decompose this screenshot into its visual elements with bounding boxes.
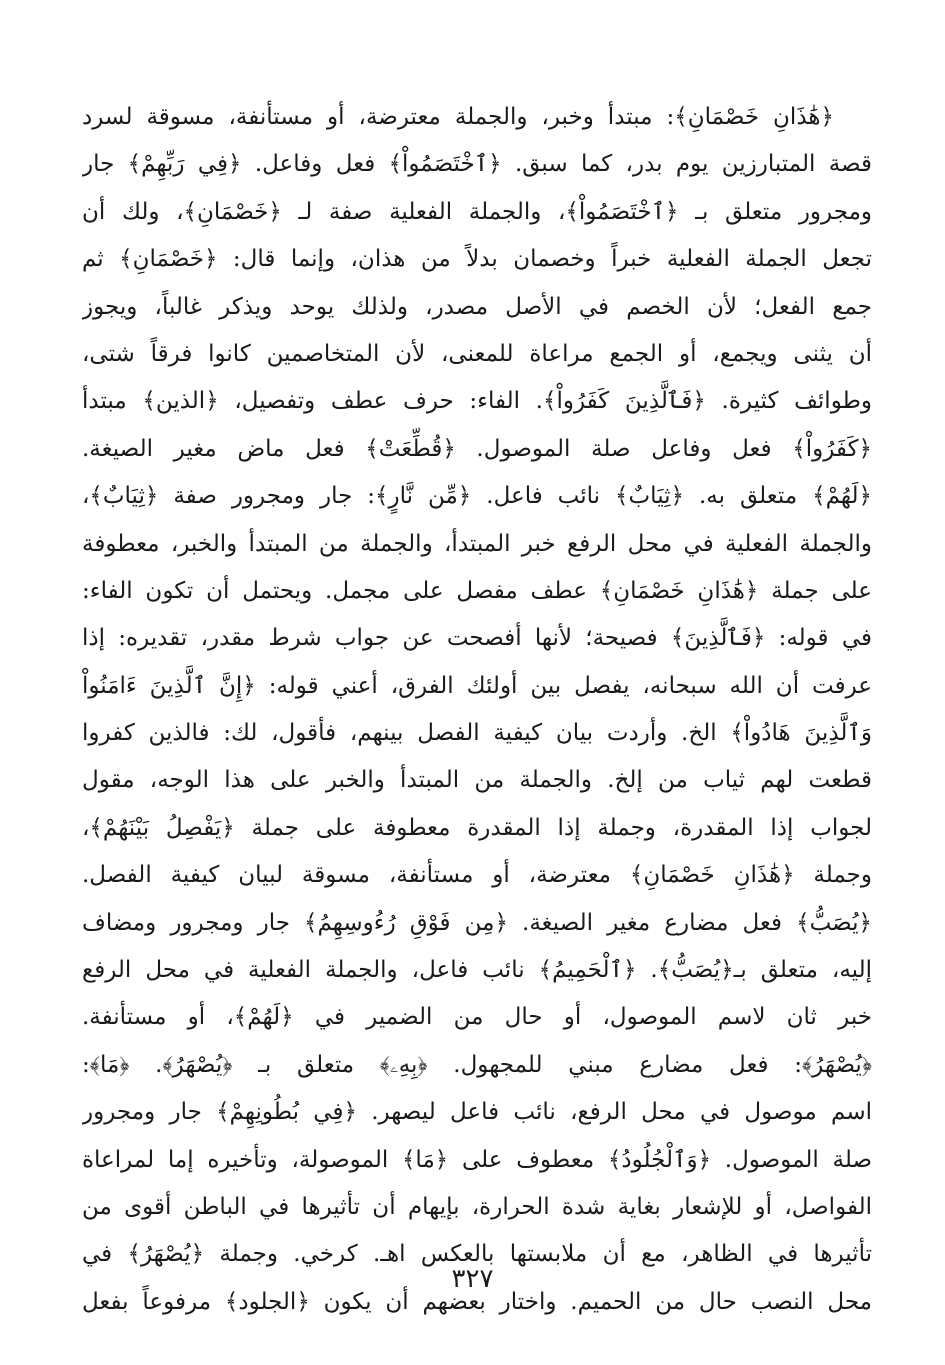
text-line: في قوله: ﴿فَٱلَّذِينَ﴾ فصيحة؛ لأنها أفصحت عن جواب شرط مقدر، تقديره: إذا <box>82 625 872 652</box>
text-line: خبر ثان لاسم الموصول، أو حال من الضمير في ﴿لَهُمْ﴾، أو مستأنفة. <box>82 1004 872 1031</box>
text-line: وطوائف كثيرة. ﴿فَٱلَّذِينَ كَفَرُواْ﴾. الفاء: حرف عطف وتفصيل، ﴿الذين﴾ مبتدأ <box>82 388 872 415</box>
text-line: إليه، متعلق بـ﴿يُصَبُّ﴾. ﴿ٱلْحَمِيمُ﴾ نائب فاعل، والجملة الفعلية في محل الرفع <box>82 957 872 984</box>
text-line: وَٱلَّذِينَ هَادُواْ﴾ الخ. وأردت بيان كيفية الفصل بينهم، فأقول، لك: فالذين كفروا <box>82 720 872 747</box>
text-line: ﴿كَفَرُواْ﴾ فعل وفاعل صلة الموصول. ﴿قُطِّعَتْ﴾ فعل ماض مغير الصيغة. <box>82 435 872 462</box>
page-number: ٣٢٧ <box>451 1264 494 1294</box>
body-text <box>82 94 872 1326</box>
text-line: وجملة ﴿هَٰذَانِ خَصْمَانِ﴾ معترضة، أو مستأنفة، مسوقة لبيان كيفية الفصل. <box>82 862 872 889</box>
text-line: على جملة ﴿هَٰذَانِ خَصْمَانِ﴾ عطف مفصل على مجمل. ويحتمل أن تكون الفاء: <box>82 577 872 604</box>
text-line: ﴿يُصَبُّ﴾ فعل مضارع مغير الصيغة. ﴿مِن فَوْقِ رُءُوسِهِمُ﴾ جار ومجرور ومضاف <box>82 909 872 936</box>
text-line: جمع الفعل؛ لأن الخصم في الأصل مصدر، ولذلك يوحد ويذكر غالباً، ويجوز <box>82 293 872 320</box>
text-line: ﴿لَهُمْ﴾ متعلق به. ﴿ثِيَابٌ﴾ نائب فاعل. ﴿مِّن نَّارٍ﴾: جار ومجرور صفة ﴿ثِيَابٌ﴾، <box>82 483 872 510</box>
text-line: عرفت أن الله سبحانه، يفصل بين أولئك الفرق، أعني قوله: ﴿إِنَّ ٱلَّذِينَ ءَامَنُواْ <box>82 672 872 699</box>
text-line: قطعت لهم ثياب من إلخ. والجملة من المبتدأ والخبر على هذا الوجه، مقول <box>82 767 872 794</box>
text-line: محل النصب حال من الحميم. واختار بعضهم أن يكون ﴿الجلود﴾ مرفوعاً بفعل <box>82 1288 872 1315</box>
text-line: صلة الموصول. ﴿وَٱلْجُلُودُ﴾ معطوف على ﴿مَا﴾ الموصولة، وتأخيره إما لمراعاة <box>82 1146 872 1173</box>
text-line: أن يثنى ويجمع، أو الجمع مراعاة للمعنى، لأن المتخاصمين كانوا فرقاً شتى، <box>82 340 872 367</box>
text-line: والجملة الفعلية في محل الرفع خبر المبتدأ، والجملة من المبتدأ والخبر، معطوفة <box>82 530 872 557</box>
text-line: الفواصل، أو للإشعار بغاية شدة الحرارة، بإيهام أن تأثيرها في الباطن أقوى من <box>82 1193 872 1220</box>
text-line: لجواب إذا المقدرة، وجملة إذا المقدرة معطوفة على جملة ﴿يَفْصِلُ بَيْنَهُمْ﴾، <box>82 814 872 841</box>
text-line: ومجرور متعلق بـ ﴿ٱخْتَصَمُواْ﴾، والجملة الفعلية صفة لـ ﴿خَصْمَانِ﴾، ولك أن <box>82 198 872 225</box>
text-line: قصة المتبارزين يوم بدر، كما سبق. ﴿ٱخْتَصَمُواْ﴾ فعل وفاعل. ﴿فِي رَبِّهِمْ﴾ جار <box>82 151 872 178</box>
text-line: تجعل الجملة الفعلية خبراً وخصمان بدلاً من هذان، وإنما قال: ﴿خَصْمَانِ﴾ ثم <box>82 246 872 273</box>
text-line: تأثيرها في الظاهر، مع أن ملابستها بالعكس اهـ. كرخي. وجملة ﴿يُصْهَرُ﴾ في <box>82 1241 872 1268</box>
text-line: ﴿هَٰذَانِ خَصْمَانِ﴾: مبتدأ وخبر، والجملة معترضة، أو مستأنفة، مسوقة لسرد <box>82 104 834 130</box>
text-line: اسم موصول في محل الرفع، نائب فاعل ليصهر. ﴿فِي بُطُونِهِمْ﴾ جار ومجرور <box>82 1099 872 1126</box>
text-line: ﴿يُصْهَرُ﴾: فعل مضارع مبني للمجهول. ﴿بِهِۦ﴾ متعلق بـ ﴿يُصْهَرُ﴾. ﴿مَا﴾: <box>82 1051 872 1078</box>
